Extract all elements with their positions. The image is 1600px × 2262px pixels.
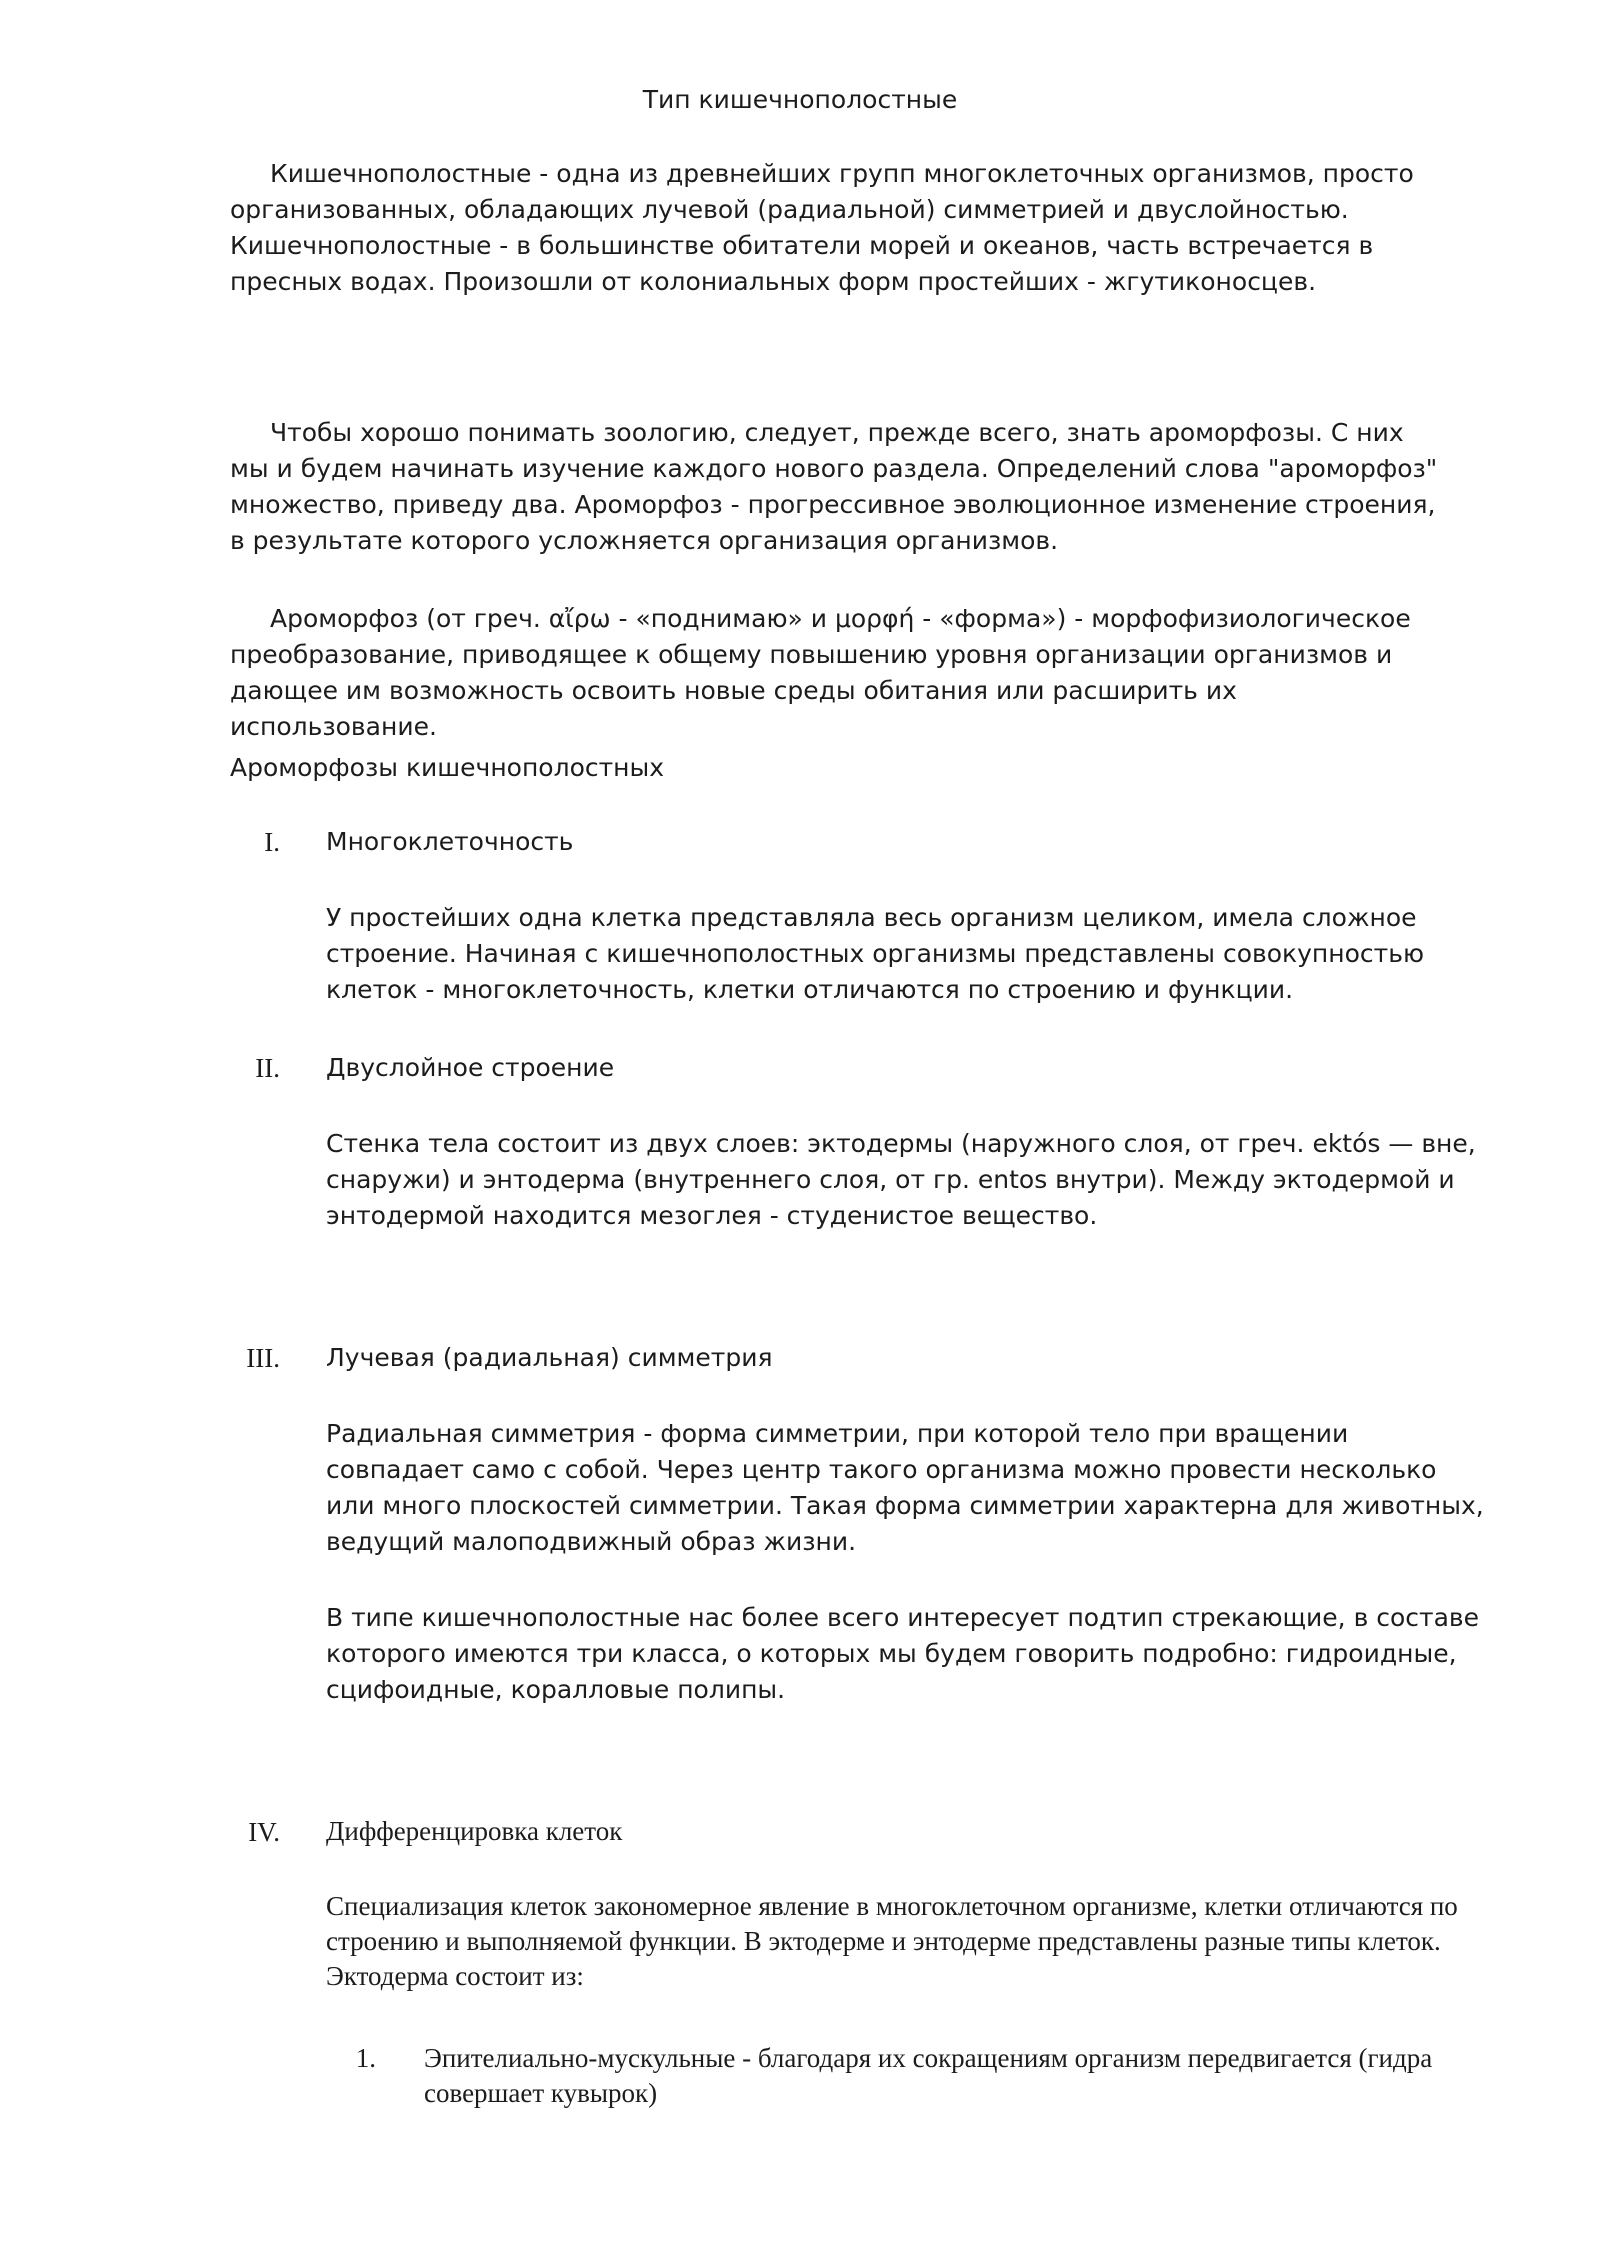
document-title: Тип кишечнополостные <box>642 85 958 114</box>
section-numeral: II. <box>255 1053 280 1083</box>
section-paragraph: Стенка тела состоит из двух слоев: эктодермы (наружного слоя, от греч. ektós — вне, снаружи) и энтодерма (внутреннего слоя, от гр. entos внутри). Между эктодермой и энтодермой находится мезоглея - студенистое вещество. <box>326 1129 1476 1230</box>
section-paragraph: Радиальная симметрия - форма симметрии, при которой тело при вращении совпадает само с собой. Через центр такого организма можно провести несколько или много плоскостей симметрии. Такая форма симметрии характерна для животных, ведущий малоподвижный образ жизни. <box>326 1419 1484 1556</box>
section-numeral: IV. <box>248 1817 280 1847</box>
section-title: Дифференцировка клеток <box>326 1816 623 1846</box>
aromorphosis-definition-paragraph: Чтобы хорошо понимать зоологию, следует, прежде всего, знать ароморфозы. С них мы и будем начинать изучение каждого нового раздела. Определений слова "ароморфоз" множество, приведу два. Ароморфоз - прогрессивное эволюционное изменение строения, в результате которого усложняется организация организмов. <box>230 418 1438 555</box>
section-title: Лучевая (радиальная) симметрия <box>326 1343 773 1372</box>
section-numeral: I. <box>264 827 280 857</box>
aromorphoses-heading: Ароморфозы кишечнополостных <box>230 753 665 782</box>
section-paragraph: Специализация клеток закономерное явление в многоклеточном организме, клетки отличаются по строению и выполняемой функции. В эктодерме и энтодерме представлены разные типы клеток. Эктодерма состоит из: <box>326 1891 1458 1991</box>
section-title: Многоклеточность <box>326 827 574 856</box>
list-item-text: Эпителиально-мускульные - благодаря их сокращениям организм передвигается (гидра совершает кувырок) <box>424 2043 1433 2108</box>
section-paragraph: У простейших одна клетка представляла весь организм целиком, имела сложное строение. Начиная с кишечнополостных организмы представлены совокупностью клеток - многоклеточность, клетки отличаются по строению и функции. <box>326 903 1424 1004</box>
section-title: Двуслойное строение <box>326 1053 615 1082</box>
list-item-number: 1. <box>355 2043 376 2073</box>
aromorphosis-etymology-paragraph: Ароморфоз (от греч. αἴρω - «поднимаю» и μορφή - «форма») - морфофизиологическое преобразование, приводящее к общему повышению уровня организации организмов и дающее им возможность освоить новые среды обитания или расширить их использование. <box>230 604 1411 741</box>
section-paragraph: В типе кишечнополостные нас более всего интересует подтип стрекающие, в составе которого имеются три класса, о которых мы будем говорить подробно: гидроидные, сцифоидные, коралловые полипы. <box>326 1603 1480 1704</box>
section-numeral: III. <box>246 1343 280 1373</box>
intro-paragraph: Кишечнополостные - одна из древнейших групп многоклеточных организмов, просто организованных, обладающих лучевой (радиальной) симметрией и двуслойностью. Кишечнополостные - в большинстве обитатели морей и океанов, часть встречается в пресных водах. Произошли от колониальных форм простейших - жгутиконосцев. <box>230 159 1414 296</box>
